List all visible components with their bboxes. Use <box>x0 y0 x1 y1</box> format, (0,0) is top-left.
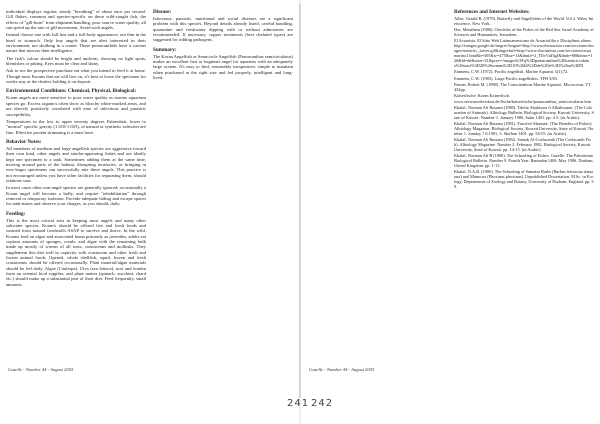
page-footer: Gazelle - Number 44 - August 2005 <box>309 367 375 372</box>
paragraph: individual displays regular, steady "breathing" of about once per second. Gill flukes, common and species-specific on these wild-caught fish, the effects of "gill-burn" from shipment/handling, poor source water quality, all can speed up the rate of gill movement. Avoid such angels. <box>6 9 146 31</box>
reference-entry: Kaiserfische: Koran Kaiserfisch. <box>454 92 511 98</box>
right-page-column-1 <box>308 9 448 360</box>
reference-entry: Khalaf, Norman Ali Bassam (1981). Fawa'ed Alasmak. (The Benefits of Fishes). Albiology Magazine, Biological Society, Kuwait University, State of Kuwait. Number 1. Sunday 7.6.1981, 5. Sha'ban 1401. pp. 54-55. (in Arabic). <box>454 120 594 136</box>
paragraph: Infectious, parasitic, nutritional and social diseases are a significant problem with this species. Beyond details already listed, careful handling, quarantine and freshwater dipping with or without admixtures are recommended. If necessary, copper treatments (best chelated types) are suggested for ridding pathogens. <box>153 16 293 43</box>
reference-entry: Allen, Gerald R. (1979). Butterfly and Angelfishes of the World. Vol 2. Wiley Interscience, New York. <box>454 16 594 27</box>
paragraph: Temperatures in the low to upper seventy degrees Fahrenheit, lower to "normal" specific gravity (1.018-1.025), of natural or synthetic saltwater are fine. Effective protein skimming is a must have. <box>6 118 146 135</box>
right-page <box>300 4 600 398</box>
section-heading-references: References and Internet Websites: <box>454 9 530 15</box>
section-heading-feeding: Feeding: <box>6 210 26 217</box>
section-heading-disease: Disease: <box>153 9 172 15</box>
paragraph: All members of medium and large angelfish species are aggressive toward their own kind, other angels and similar-appearing fishes and are ideally kept one specimen to a tank. Sometimes adding them at the same time, moving around parts of the habitat, disrupting territories, or bringing in ever-larger specimens can successfully mix these angels. This practice is not encouraged unless you have other facilities for separating them, should relations sour. <box>6 145 146 183</box>
left-page-column-1 <box>6 9 146 360</box>
section-heading-behavior: Behavior Notes: <box>6 138 42 145</box>
paragraph: The Koran Angelfish or Semicircle Angelfish (Pomacanthus semicirculatus) makes an excellent first or beginner angel for aquarists with an adequately large system. It's easy to find, reasonably inexpensive, simple to maintain when purchased at the right size and fed properly, intelligent and long-lived. <box>153 53 293 81</box>
section-heading-environmental: Environmental Conditions: Chemical, Physical, Biological: <box>6 88 137 95</box>
reference-entry: www.seewasserlexikon.de/fische/kaiserfische/pomacanthus_semicirculatus.htm <box>454 98 592 104</box>
paragraph: This is the most critical area in keeping most angels and many other saltwater species. Koran's should be offered live and fresh foods and weaned from natural foodstuffs ASAP to survive and thrive. In the wild, Korans feed on algae and associated fauna primarily as juveniles, adults eat copious amounts of sponges, corals, and algae with the remaining bulk made up mostly of worms of all sorts, crustaceans and mollusks. They supplement this diet well in captivity with crustacean and other fresh and frozen animal foods. Opened, whole shellfish, squid, frozen and fresh crustaceans should be offered occasionally. Plant material/algae materials should be fed daily. Algae (Caulerpa), Ulva (sea lettuce), nori and kombu from an oriental food supplier, and plant matter (spinach, zucchini, chard etc.) should make up a substantial part of their diet. Feed frequently, small amounts. <box>6 217 146 287</box>
reference-entry: Dor, Menahem (1986). Checklist of the Fishes of the Red Sea. Israel Academy of Sciences and Humanities, Jerusalem. <box>454 27 594 38</box>
left-page <box>0 4 300 398</box>
reference-entry: El Acuarista. El Sitio Web Latinoamericano de Acuariofilia y Disciplinas afines. http://images.google.de/imgres?imgurl=http://www.elacuarista.com/secciones/images/semicirc_larver.gif&imgrefurl=http://www.elacuarista.com/secciones/acuamarino1.htm&h=305&w=475&sz=13&tbnid=2_TIfvVuI5gJ&tbnh=80&tbnw=126&hl=de&start=21&prev=/images%3Fq%3Dpomacanthus%2Bsemicirculatus%26start%3D20%26svnum%3D10%26hl%3Dde%26lr%3D%26sa%3DN <box>454 38 594 69</box>
page-number-right: 242 <box>311 398 334 409</box>
reference-entry: Khalaf, Norman Ali Bassam (1980). Tabi'at Abulawen fi Albahwanat. (The Colouration of Animals). Albiology Bulletin, Biological Society, Kuwait University, State of Kuwait. Number 1. January 1980, Safar 1401. pp. 4-5. (in Arabic). <box>454 104 594 120</box>
paragraph: Ask to see the prospective purchase eat what you intend to feed it at home. Though most Korans that eat will live on, it's best to leave the specimen for weeks stay at the dealers holding it on deposit. <box>6 68 146 85</box>
paragraph: Instead choose one with full fins and a full-body appearance, not thin in the head or stomach. Only buy angels that are alert interested in their environment, not skulking in a corner. These pomacanthids have a curious nature that mirrors their intelligence. <box>6 32 146 54</box>
left-page-column-2 <box>153 9 293 360</box>
reference-entry: Fenner, Robert M. (1998). The Conscientious Marine Aquarist. Microcosm, VT. 432pp. <box>454 81 592 92</box>
right-page-column-2 <box>454 9 594 360</box>
reference-entry: Emmens, C.W. (1983). Large Pacific angelfishes. TFH 3/83. <box>454 75 558 81</box>
reference-entry: Khalaf, N.A.B. (1986). The Schooling of Sumatra Barbs (Barbus tetrazona tetrazona) and Minnows (Phoxinus phoxinus). Unpublished Dissertation, M.Sc. in Ecology, Departments of Zoology and Botany, University of Durham, England. pp. 59. <box>454 169 594 190</box>
page-number-left: 241 <box>287 398 310 409</box>
reference-entry: Khalaf, Norman Ali Bassam (1982). Samak Al-Coelacanth (The Coelacanth Fish). Albiology Magazine. Number 2. February 1982. Biological Society, Kuwait University, State of Kuwait. pp. 14-15. (in Arabic). <box>454 137 591 153</box>
paragraph: In most cases other non-angel species are generally ignored; occasionally a Koran angel will become a bully, and require "rehabilitation" through removal or temporary isolation. Provide adequate hiding and escape spaces for tank-mates and observe your charges, as you should, daily. <box>6 185 146 207</box>
page-footer: Gazelle - Number 44 - August 2005 <box>8 367 74 372</box>
reference-entry: Khalaf, Norman Ali B (1986). The Schooling of Fishes. Gazelle: The Palestinian Biological Bulletin. Number 9. Fourth Year. Ramadan 1406. May 1986. Durham, United Kingdom. pp. 1-13. <box>454 153 594 169</box>
paragraph: Koran angels are more sensitive to poor water quality as marine aquarium species go. Excess organics often show as blotchy white-marked areas, and are directly positively correlated with ease of infectious and parasitic susceptibility. <box>6 95 146 117</box>
section-heading-summary: Summary: <box>153 46 177 53</box>
paragraph: The fish's colour should be bright and uniform, showing no light spots, blemishes or pitting. Eyes must be clear and shiny. <box>6 55 146 67</box>
reference-entry: Emmens, C.W. (1972). Pacific angelfish. Marine Aquarist 3(1):72. <box>454 69 569 75</box>
